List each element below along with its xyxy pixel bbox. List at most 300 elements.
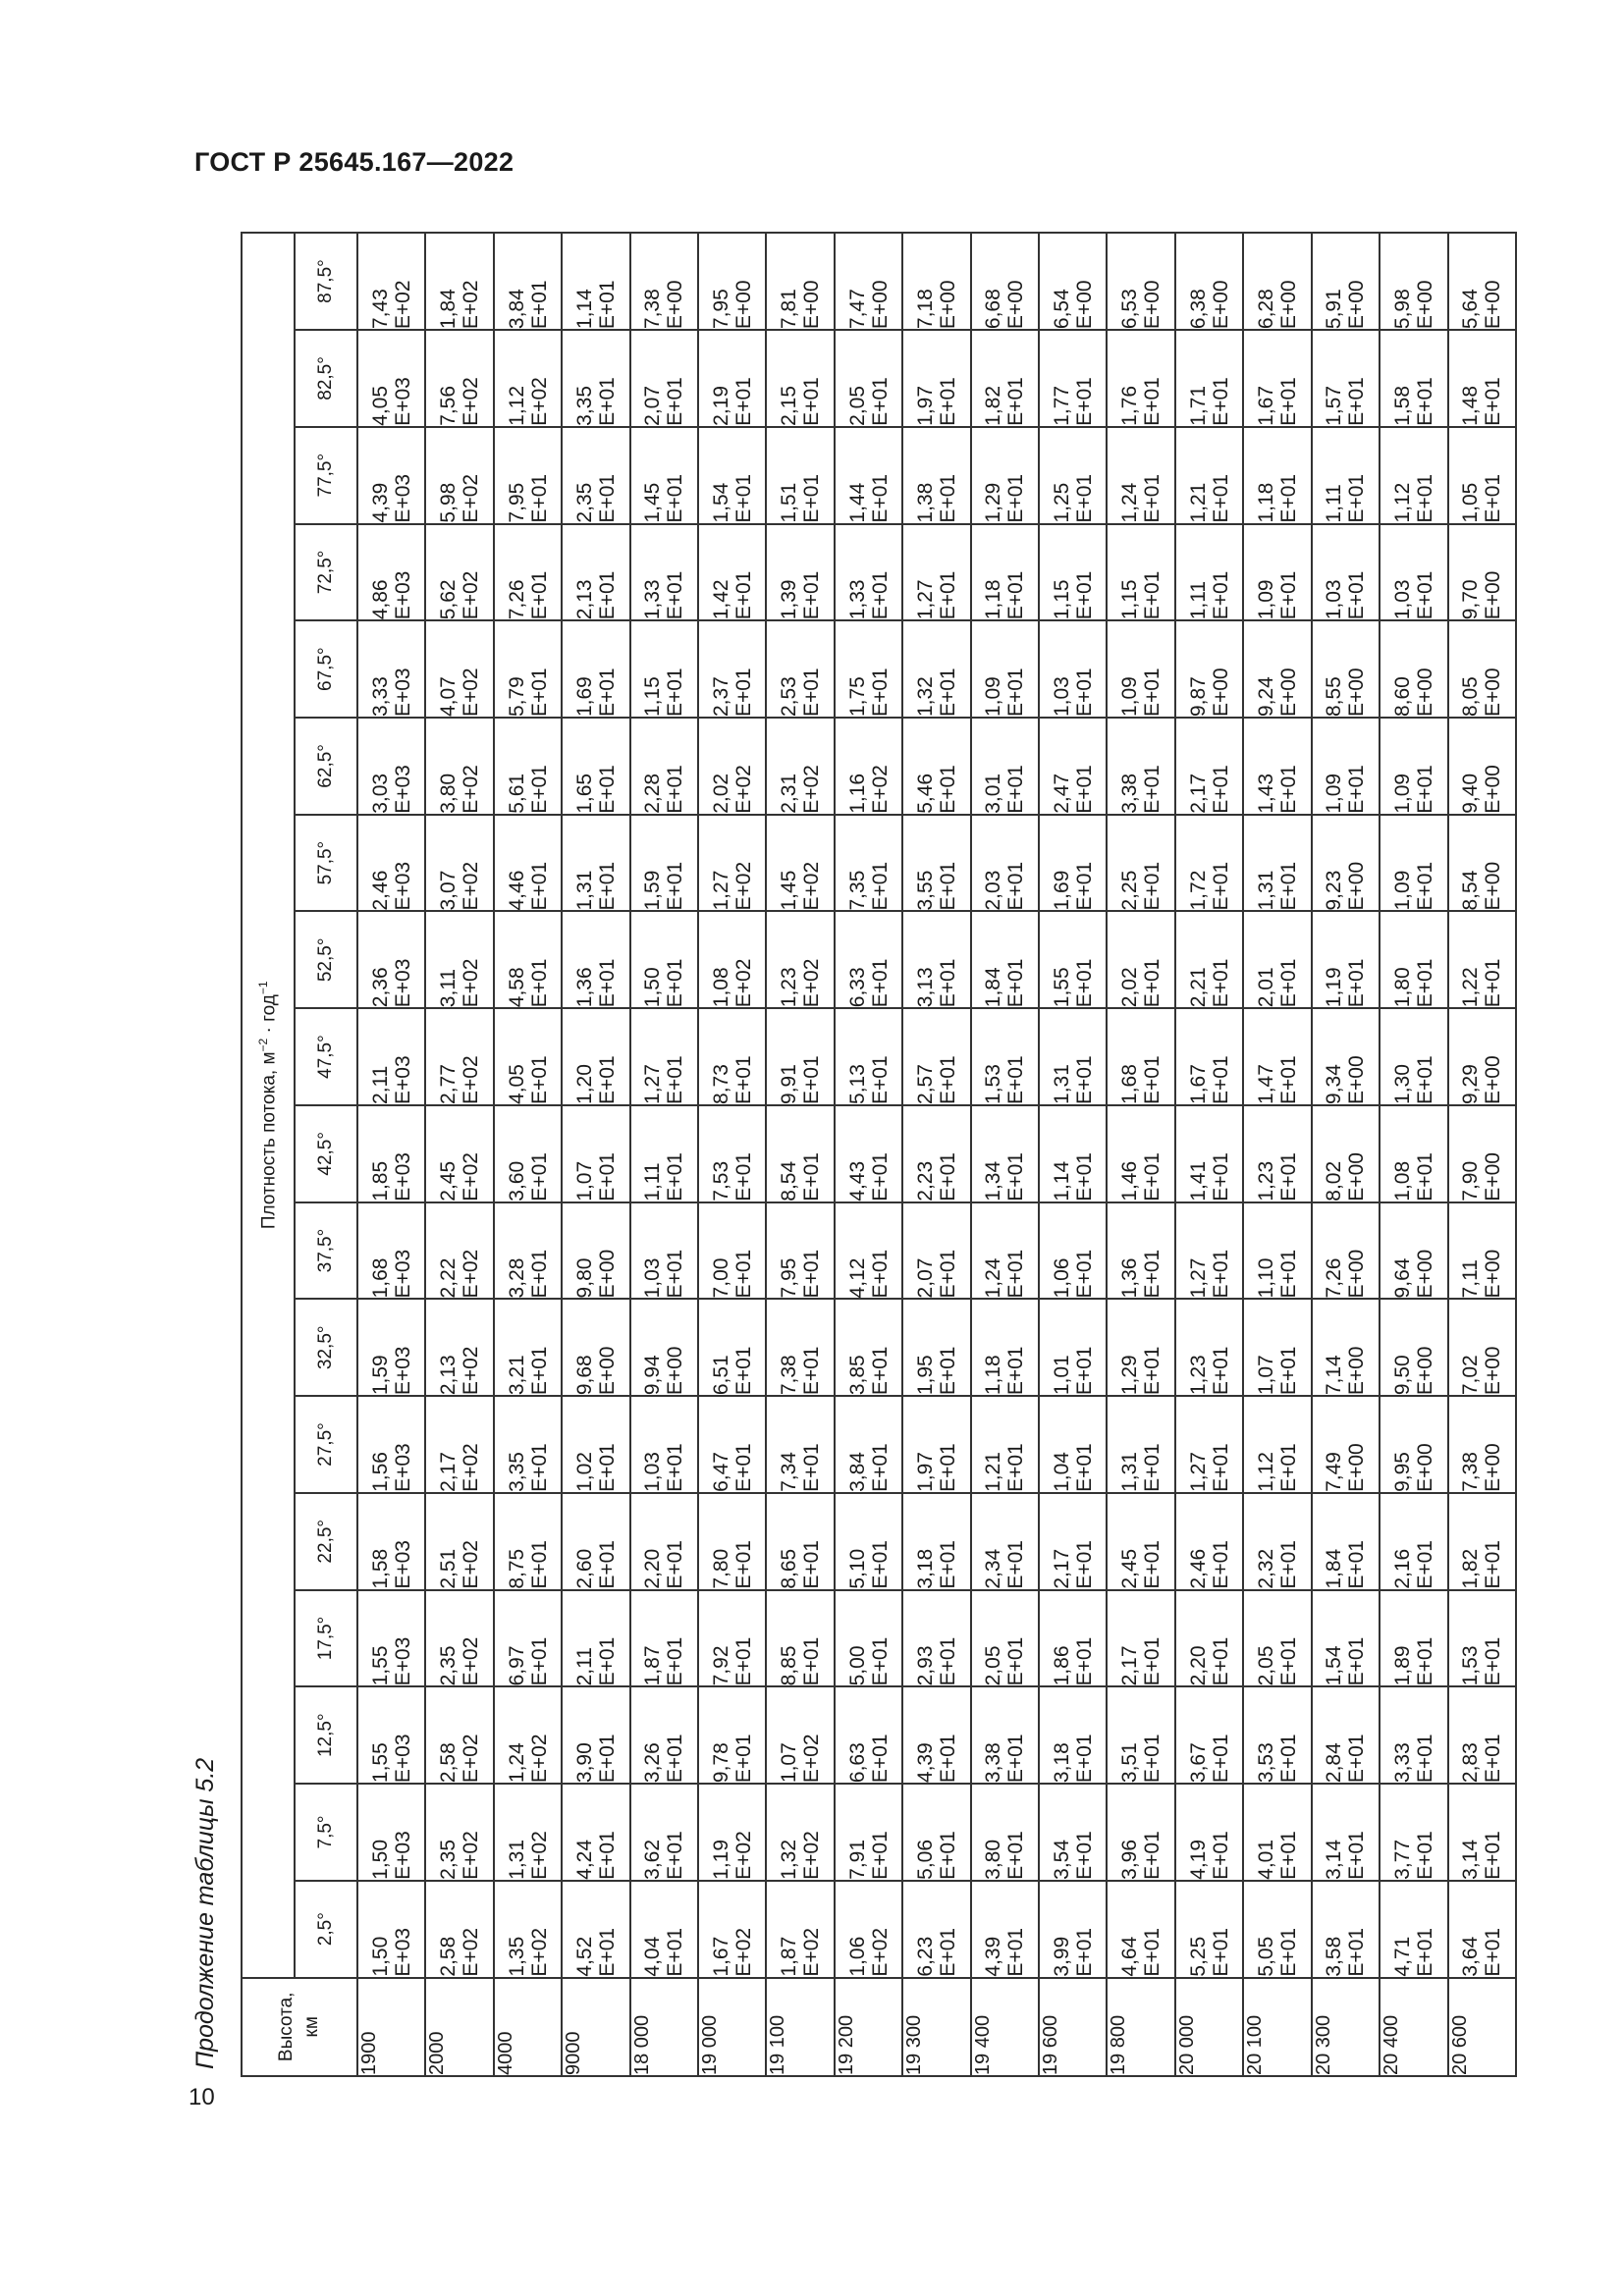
mantissa: 8,54 [1459, 870, 1483, 911]
table-row [835, 233, 902, 2076]
exponent: E+01 [1004, 1927, 1028, 1977]
exponent: E+00 [1413, 667, 1436, 718]
mantissa: 1,06 [845, 1936, 869, 1977]
table-row [425, 233, 493, 2076]
exponent: E+00 [1072, 280, 1096, 330]
flux-value-cell [425, 1202, 493, 1300]
mantissa: 1,19 [709, 1839, 732, 1880]
exponent: E+01 [731, 1055, 755, 1104]
mantissa: 3,55 [913, 870, 937, 911]
exponent: E+02 [527, 1831, 551, 1880]
flux-value-cell [971, 330, 1039, 427]
flux-value-cell [1243, 427, 1311, 524]
flux-value-cell [1243, 1493, 1311, 1590]
mantissa: 4,05 [505, 1064, 528, 1104]
exponent: E+03 [391, 1927, 414, 1977]
flux-value-cell [562, 1202, 629, 1300]
exponent: E+01 [1141, 1152, 1164, 1201]
mantissa: 2,25 [1118, 870, 1142, 911]
flux-value-cell [698, 524, 766, 621]
flux-value-cell [1175, 427, 1243, 524]
flux-value-cell [1312, 427, 1380, 524]
mantissa: 8,75 [505, 1548, 528, 1589]
exponent: E+01 [1072, 1055, 1096, 1104]
table-row [1243, 233, 1311, 2076]
height-cell: 20 100 [1243, 1978, 1311, 2076]
mantissa: 7,00 [709, 1257, 732, 1299]
mantissa: 5,98 [1390, 289, 1414, 330]
flux-value-cell [357, 718, 425, 815]
mantissa: 2,07 [641, 385, 665, 426]
mantissa: 1,09 [982, 676, 1005, 718]
flux-value-cell [835, 1590, 902, 1687]
flux-value-cell [357, 1881, 425, 1978]
flux-value-cell [1448, 1493, 1517, 1590]
flux-value-cell [425, 912, 493, 1009]
angle-header: 57,5° [295, 815, 357, 912]
exponent: E+01 [1072, 1249, 1096, 1299]
flux-value-cell [766, 718, 834, 815]
exponent: E+01 [936, 473, 959, 523]
flux-value-cell [1107, 718, 1174, 815]
mantissa: 1,10 [1254, 1257, 1277, 1299]
exponent: E+01 [1072, 1636, 1096, 1686]
flux-value-cell [357, 1396, 425, 1493]
mantissa: 1,32 [778, 1839, 801, 1880]
flux-density-group-header [242, 233, 295, 1978]
flux-value-cell [698, 1202, 766, 1300]
flux-value-cell [902, 1881, 970, 1978]
mantissa: 7,81 [778, 289, 801, 330]
exponent: E+01 [1072, 1540, 1096, 1589]
exponent: E+00 [1141, 280, 1164, 330]
exponent: E+03 [391, 473, 414, 523]
mantissa: 3,13 [913, 967, 937, 1008]
mantissa: 1,67 [1186, 1064, 1210, 1104]
exponent: E+01 [1413, 958, 1436, 1008]
flux-value-cell [357, 815, 425, 912]
exponent: E+03 [391, 861, 414, 911]
exponent: E+01 [527, 861, 551, 911]
flux-value-cell [1175, 330, 1243, 427]
mantissa: 1,12 [1254, 1452, 1277, 1492]
exponent: E+02 [800, 765, 824, 814]
angle-header: 7,5° [295, 1784, 357, 1881]
exponent: E+01 [1276, 1249, 1300, 1299]
mantissa: 1,07 [572, 1160, 596, 1201]
mantissa: 1,11 [641, 1162, 665, 1201]
exponent: E+01 [1004, 1249, 1028, 1299]
exponent: E+02 [460, 570, 483, 620]
flux-value-cell [902, 1784, 970, 1881]
flux-value-cell [357, 524, 425, 621]
flux-value-cell [1039, 1784, 1107, 1881]
exponent: E+01 [1141, 667, 1164, 718]
exponent: E+01 [1345, 1831, 1369, 1880]
flux-value-cell [971, 1784, 1039, 1881]
flux-value-cell [835, 1008, 902, 1105]
mantissa: 6,63 [845, 1742, 869, 1784]
flux-value-cell [494, 1881, 562, 1978]
flux-value-cell [902, 1686, 970, 1784]
exponent: E+01 [1072, 1831, 1096, 1880]
mantissa: 2,21 [1186, 967, 1210, 1008]
mantissa: 8,55 [1323, 676, 1346, 718]
mantissa: 1,24 [505, 1742, 528, 1784]
flux-value-cell [562, 1493, 629, 1590]
flux-value-cell [971, 1493, 1039, 1590]
flux-value-cell [766, 1202, 834, 1300]
table-header-row [242, 233, 295, 2076]
exponent: E+01 [664, 1636, 687, 1686]
flux-value-cell [1243, 524, 1311, 621]
mantissa: 3,54 [1050, 1839, 1073, 1880]
mantissa: 1,24 [1118, 482, 1142, 523]
flux-value-cell [1039, 427, 1107, 524]
mantissa: 2,28 [641, 773, 665, 814]
mantissa: 3,58 [1323, 1936, 1346, 1977]
flux-value-cell [562, 1686, 629, 1784]
mantissa: 3,33 [1390, 1742, 1414, 1784]
mantissa: 1,31 [1118, 1452, 1142, 1492]
exponent: E+01 [936, 1152, 959, 1201]
document-standard-code: ГОСТ Р 25645.167—2022 [194, 147, 514, 177]
mantissa: 1,31 [505, 1839, 528, 1880]
flux-value-cell [357, 1686, 425, 1784]
flux-value-cell [1039, 1686, 1107, 1784]
mantissa: 2,46 [1186, 1548, 1210, 1589]
exponent: E+01 [664, 667, 687, 718]
exponent: E+00 [595, 1249, 619, 1299]
exponent: E+00 [1482, 280, 1505, 330]
flux-value-cell [562, 815, 629, 912]
angle-header: 22,5° [295, 1493, 357, 1590]
mantissa: 2,13 [437, 1355, 460, 1396]
exponent: E+02 [800, 1831, 824, 1880]
exponent: E+01 [1209, 473, 1232, 523]
exponent: E+03 [391, 1831, 414, 1880]
flux-value-cell [425, 524, 493, 621]
flux-value-cell [1448, 1202, 1517, 1300]
mantissa: 3,33 [368, 676, 392, 718]
flux-value-cell [902, 330, 970, 427]
exponent: E+01 [1276, 861, 1300, 911]
flux-value-cell [1380, 815, 1447, 912]
mantissa: 2,02 [1118, 967, 1142, 1008]
mantissa: 8,54 [778, 1160, 801, 1201]
flux-value-cell [494, 524, 562, 621]
exponent: E+01 [664, 1443, 687, 1492]
flux-value-cell [562, 1008, 629, 1105]
exponent: E+03 [391, 1636, 414, 1686]
flux-value-cell [1175, 815, 1243, 912]
exponent: E+01 [731, 1734, 755, 1784]
angle-header: 82,5° [295, 330, 357, 427]
flux-value-cell [562, 1396, 629, 1493]
flux-value-cell [971, 1590, 1039, 1687]
angle-header: 17,5° [295, 1590, 357, 1687]
exponent: E+03 [391, 1152, 414, 1201]
angle-header: 47,5° [295, 1008, 357, 1105]
flux-value-cell [630, 718, 698, 815]
flux-value-cell [902, 912, 970, 1009]
exponent: E+01 [1209, 1152, 1232, 1201]
mantissa: 7,38 [778, 1355, 801, 1396]
flux-value-cell [1448, 1590, 1517, 1687]
flux-value-cell [357, 1590, 425, 1687]
exponent: E+00 [1482, 1152, 1505, 1201]
flux-value-cell [562, 620, 629, 718]
height-column-header [242, 1978, 357, 2076]
exponent: E+01 [868, 1249, 892, 1299]
mantissa: 2,45 [1118, 1548, 1142, 1589]
flux-value-cell [357, 427, 425, 524]
flux-value-cell [1380, 1881, 1447, 1978]
flux-value-cell [766, 1008, 834, 1105]
exponent: E+01 [800, 1540, 824, 1589]
flux-value-cell [494, 1299, 562, 1396]
flux-value-cell [1312, 815, 1380, 912]
exponent: E+01 [1482, 1540, 1505, 1589]
mantissa: 8,73 [709, 1064, 732, 1104]
exponent: E+02 [460, 1831, 483, 1880]
flux-value-cell [630, 330, 698, 427]
flux-value-cell [357, 620, 425, 718]
height-cell: 19 000 [698, 1978, 766, 2076]
exponent: E+01 [527, 570, 551, 620]
exponent: E+01 [868, 958, 892, 1008]
flux-value-cell [1312, 912, 1380, 1009]
exponent: E+01 [1413, 1734, 1436, 1784]
exponent: E+02 [731, 1831, 755, 1880]
mantissa: 5,79 [505, 676, 528, 718]
mantissa: 1,33 [845, 579, 869, 620]
exponent: E+01 [868, 861, 892, 911]
mantissa: 7,38 [1459, 1452, 1483, 1492]
mantissa: 2,17 [1186, 773, 1210, 814]
exponent: E+01 [664, 1734, 687, 1784]
exponent: E+01 [1072, 1443, 1096, 1492]
mantissa: 1,03 [641, 1452, 665, 1492]
flux-value-cell [698, 1105, 766, 1202]
flux-value-cell [1448, 815, 1517, 912]
exponent: E+00 [1004, 280, 1028, 330]
flux-value-cell [971, 427, 1039, 524]
flux-value-cell [1107, 1881, 1174, 1978]
exponent: E+01 [1004, 958, 1028, 1008]
flux-value-cell [494, 1686, 562, 1784]
exponent: E+01 [1482, 1636, 1505, 1686]
flux-value-cell [630, 1686, 698, 1784]
flux-value-cell [494, 620, 562, 718]
flux-value-cell [766, 1105, 834, 1202]
mantissa: 2,31 [778, 773, 801, 814]
mantissa: 3,80 [982, 1839, 1005, 1880]
mantissa: 1,03 [641, 1257, 665, 1299]
flux-value-cell [630, 1493, 698, 1590]
exponent: E+01 [1345, 570, 1369, 620]
mantissa: 6,97 [505, 1645, 528, 1686]
flux-value-cell [1448, 1396, 1517, 1493]
exponent: E+01 [1141, 861, 1164, 911]
exponent: E+02 [460, 1152, 483, 1201]
mantissa: 1,03 [1390, 579, 1414, 620]
exponent: E+02 [460, 765, 483, 814]
exponent: E+01 [1276, 570, 1300, 620]
flux-value-cell [630, 620, 698, 718]
mantissa: 1,54 [1323, 1645, 1346, 1686]
flux-value-cell [562, 427, 629, 524]
flux-value-cell [425, 1105, 493, 1202]
flux-value-cell [1107, 815, 1174, 912]
exponent: E+01 [664, 570, 687, 620]
flux-value-cell [1380, 718, 1447, 815]
flux-value-cell [1448, 1105, 1517, 1202]
flux-value-cell [971, 1299, 1039, 1396]
exponent: E+00 [1482, 570, 1505, 620]
flux-value-cell [357, 912, 425, 1009]
mantissa: 2,11 [572, 1647, 596, 1686]
mantissa: 1,41 [1186, 1160, 1210, 1201]
exponent: E+00 [1345, 280, 1369, 330]
mantissa: 4,64 [1118, 1936, 1142, 1977]
exponent: E+02 [460, 377, 483, 426]
flux-value-cell [902, 1396, 970, 1493]
flux-value-cell [1175, 912, 1243, 1009]
exponent: E+00 [1413, 1346, 1436, 1396]
flux-value-cell [766, 1686, 834, 1784]
angle-header: 12,5° [295, 1686, 357, 1784]
flux-value-cell [630, 1590, 698, 1687]
flux-value-cell [494, 718, 562, 815]
exponent: E+02 [460, 280, 483, 330]
mantissa: 2,17 [1118, 1645, 1142, 1686]
exponent: E+01 [1072, 861, 1096, 911]
flux-value-cell [1107, 1493, 1174, 1590]
exponent: E+01 [1276, 1831, 1300, 1880]
mantissa: 9,70 [1459, 579, 1483, 620]
flux-value-cell [971, 718, 1039, 815]
exponent: E+01 [731, 1540, 755, 1589]
mantissa: 2,05 [982, 1645, 1005, 1686]
flux-value-cell [1380, 912, 1447, 1009]
mantissa: 1,97 [913, 1452, 937, 1492]
exponent: E+01 [868, 1540, 892, 1589]
mantissa: 3,85 [845, 1355, 869, 1396]
exponent: E+01 [800, 377, 824, 426]
exponent: E+01 [595, 473, 619, 523]
mantissa: 1,18 [982, 579, 1005, 620]
exponent: E+00 [1345, 1055, 1369, 1104]
flux-value-cell [357, 330, 425, 427]
exponent: E+01 [1072, 958, 1096, 1008]
exponent: E+02 [800, 1927, 824, 1977]
flux-value-cell [494, 1008, 562, 1105]
flux-value-cell [1448, 1008, 1517, 1105]
exponent: E+01 [1141, 1443, 1164, 1492]
height-cell: 2000 [425, 1978, 493, 2076]
exponent: E+01 [731, 570, 755, 620]
flux-value-cell [766, 330, 834, 427]
exponent: E+01 [1413, 1152, 1436, 1201]
exponent: E+01 [936, 570, 959, 620]
height-cell: 19 400 [971, 1978, 1039, 2076]
exponent: E+01 [527, 1443, 551, 1492]
flux-value-cell [630, 1881, 698, 1978]
mantissa: 4,58 [505, 967, 528, 1008]
exponent: E+01 [1276, 765, 1300, 814]
flux-value-cell [1380, 233, 1447, 330]
mantissa: 1,12 [505, 385, 528, 426]
flux-value-cell [1039, 912, 1107, 1009]
flux-value-cell [630, 233, 698, 330]
mantissa: 1,09 [1118, 676, 1142, 718]
exponent: E+02 [800, 958, 824, 1008]
mantissa: 1,69 [572, 676, 596, 718]
mantissa: 3,64 [1459, 1936, 1483, 1977]
mantissa: 4,39 [368, 482, 392, 523]
mantissa: 1,27 [641, 1064, 665, 1104]
exponent: E+01 [800, 1152, 824, 1201]
flux-value-cell [835, 1299, 902, 1396]
mantissa: 3,62 [641, 1839, 665, 1880]
mantissa: 1,95 [913, 1355, 937, 1396]
flux-value-cell [902, 1493, 970, 1590]
mantissa: 1,18 [982, 1355, 1005, 1396]
exponent: E+01 [595, 377, 619, 426]
flux-value-cell [630, 1105, 698, 1202]
exponent: E+03 [391, 1346, 414, 1396]
flux-value-cell [971, 1008, 1039, 1105]
mantissa: 1,24 [982, 1257, 1005, 1299]
mantissa: 1,84 [982, 967, 1005, 1008]
mantissa: 2,19 [709, 385, 732, 426]
rotated-table-region [182, 232, 1517, 2077]
exponent: E+02 [460, 1636, 483, 1686]
exponent: E+01 [527, 1249, 551, 1299]
flux-value-cell [1039, 1105, 1107, 1202]
exponent: E+01 [936, 861, 959, 911]
exponent: E+00 [1345, 1152, 1369, 1201]
flux-value-cell [1107, 1686, 1174, 1784]
flux-value-cell [630, 524, 698, 621]
mantissa: 2,57 [913, 1064, 937, 1104]
mantissa: 4,12 [845, 1257, 869, 1299]
mantissa: 1,23 [778, 967, 801, 1008]
exponent: E+01 [1276, 1152, 1300, 1201]
mantissa: 1,65 [572, 773, 596, 814]
exponent: E+02 [731, 958, 755, 1008]
exponent: E+01 [800, 1346, 824, 1396]
flux-value-cell [1448, 718, 1517, 815]
mantissa: 7,80 [709, 1548, 732, 1589]
mantissa: 1,09 [1390, 870, 1414, 911]
exponent: E+00 [1345, 1249, 1369, 1299]
flux-value-cell [1243, 620, 1311, 718]
exponent: E+01 [1413, 1540, 1436, 1589]
mantissa: 8,60 [1390, 676, 1414, 718]
table-row [1175, 233, 1243, 2076]
table-row [357, 233, 425, 2076]
flux-value-cell [902, 1202, 970, 1300]
exponent: E+01 [595, 861, 619, 911]
exponent: E+01 [1345, 765, 1369, 814]
height-cell: 19 200 [835, 1978, 902, 2076]
mantissa: 3,60 [505, 1160, 528, 1201]
exponent: E+01 [1004, 1152, 1028, 1201]
mantissa: 5,06 [913, 1839, 937, 1880]
exponent: E+01 [800, 1055, 824, 1104]
